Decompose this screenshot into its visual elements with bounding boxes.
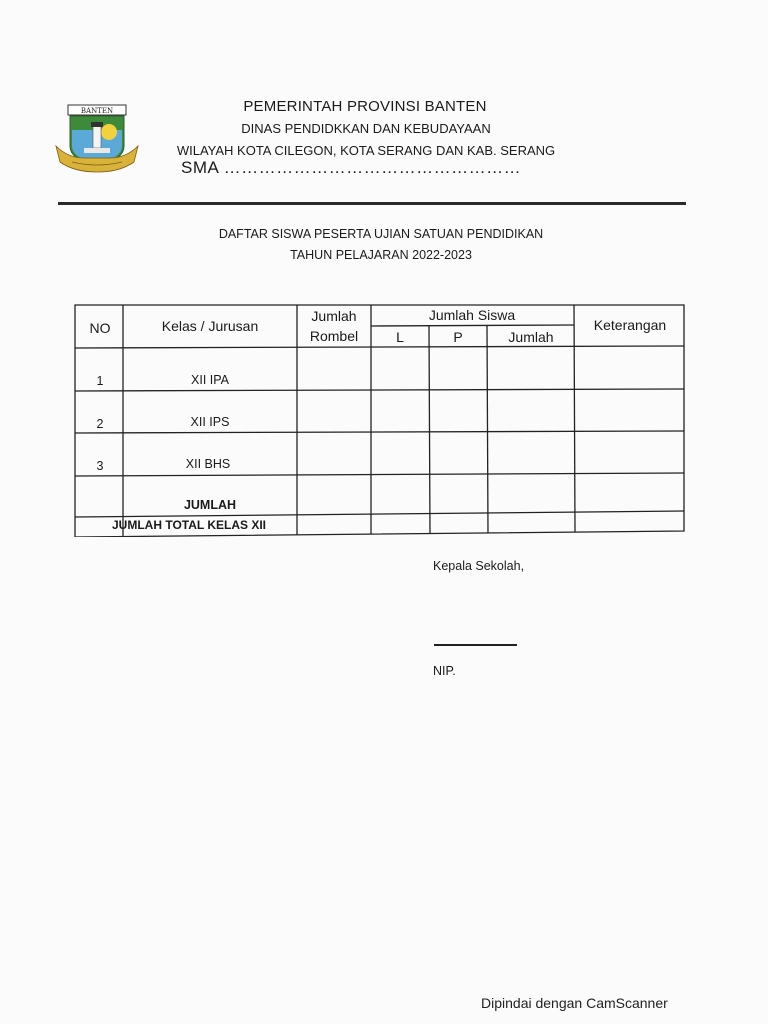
row-3-kelas: XII BHS <box>185 457 231 471</box>
header-jumlah: Jumlah <box>508 329 554 345</box>
jumlah-label: JUMLAH <box>183 498 237 512</box>
banten-logo <box>54 102 140 174</box>
row-3-no: 3 <box>96 459 104 473</box>
school-name-line: SMA …………………………………………… <box>181 158 522 177</box>
header-jumlah-rombel-1: Jumlah <box>311 308 357 324</box>
signature-line <box>434 644 517 646</box>
header-jumlah-rombel-2: Rombel <box>309 328 359 344</box>
camscanner-watermark: Dipindai dengan CamScanner <box>481 995 668 1011</box>
header-no: NO <box>89 320 111 336</box>
student-table <box>74 304 685 537</box>
row-2-kelas: XII IPS <box>190 415 230 429</box>
row-2-no: 2 <box>96 417 104 431</box>
document-page: BANTEN PEMERINTAH PROVINSI BANTEN DINAS PENDIDKKAN DAN KEBUDAYAAN WILAYAH KOTA CILEGON, KOTA SERANG DAN KAB. SERANG SMA …………………………………………… DAFTAR SISWA PESERTA UJIAN SATUAN PENDIDIKAN TAHUN PELAJARAN 2022-2023 NO Kelas / Jurusan Jumlah Rombel Jumlah Siswa L P Jumlah Keterangan 1 XII IPA 2 XII IPS 3 XII BHS JUMLAH JUMLAH TOTAL KELAS XII Kepala Sekolah, NIP. Dipindai dengan CamScanner <box>0 0 768 1024</box>
jumlah-total-label: JUMLAH TOTAL KELAS XII <box>111 518 267 532</box>
header-keterangan: Keterangan <box>593 317 667 333</box>
nip-label: NIP. <box>433 664 456 678</box>
header-divider <box>58 202 686 205</box>
header-l: L <box>396 329 404 345</box>
row-1-no: 1 <box>96 374 104 388</box>
table-grid <box>74 304 685 537</box>
row-1-kelas: XII IPA <box>191 373 229 387</box>
header-p: P <box>453 329 463 345</box>
logo-text: BANTEN <box>80 107 114 115</box>
header-jumlah-siswa: Jumlah Siswa <box>428 307 516 323</box>
header-kelas-jurusan: Kelas / Jurusan <box>161 318 259 334</box>
kepala-sekolah-label: Kepala Sekolah, <box>433 559 525 573</box>
